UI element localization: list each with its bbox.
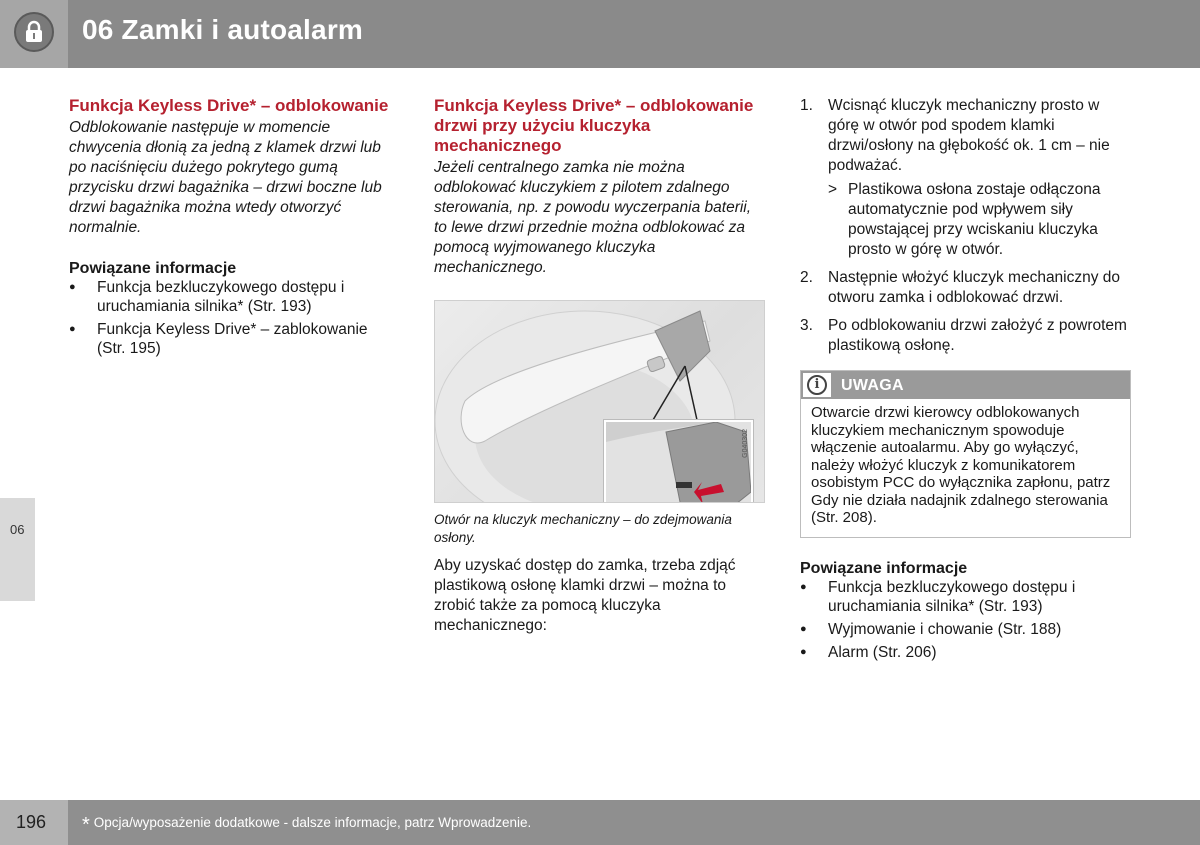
page-number-tab — [0, 800, 68, 845]
note-title: UWAGA — [841, 377, 904, 394]
step-item — [800, 316, 1132, 356]
related-link[interactable]: ● Alarm (Str. 206) — [800, 643, 1132, 662]
step-item — [800, 96, 1132, 260]
step-result — [828, 180, 1132, 260]
related-info-heading: Powiązane informacje — [69, 260, 237, 277]
step-number: 2. — [800, 269, 813, 286]
detail-inset — [604, 420, 753, 503]
inset-drawing — [606, 422, 753, 503]
step-number: 3. — [800, 317, 813, 334]
info-icon: i — [803, 373, 831, 397]
related-info-heading: Powiązane informacje — [800, 559, 968, 577]
section-heading-mechanical-key: Funkcja Keyless Drive* – odblokowanie drzwi przy użyciu kluczyka mechanicznego — [434, 96, 754, 155]
note-box — [800, 370, 1131, 538]
section-intro: Odblokowanie następuje w momencie chwycenia dłonią za jedną z klamek drzwi lub po naciśnięciu dużego pokrytego gumą przycisku drzwi bagażnika – drzwi boczne lub drzwi bagażnika można wtedy otworzyć normalnie. — [69, 119, 382, 236]
chapter-side-tab-label: 06 — [10, 522, 25, 537]
footnote — [82, 814, 531, 837]
footnote-star: * — [82, 814, 90, 836]
step-text: Po odblokowaniu drzwi założyć z powrotem plastikową osłonę. — [828, 317, 1127, 354]
procedure-steps — [800, 96, 1132, 356]
step-item — [800, 268, 1132, 308]
related-link[interactable]: ● Funkcja bezkluczykowego dostępu i uruchamiania silnika* (Str. 193) — [800, 578, 1132, 616]
step-text: Wcisnąć kluczyk mechaniczny prosto w górę w otwór pod spodem klamki drzwi/osłony na głębokość ok. 1 cm – nie podważać. — [828, 97, 1110, 174]
chapter-header — [0, 0, 1200, 68]
column-2 — [434, 96, 766, 636]
page-footer — [0, 800, 1200, 845]
section-heading-keyless-unlock: Funkcja Keyless Drive* – odblokowanie — [69, 96, 389, 115]
section-intro: Jeżeli centralnego zamka nie można odblokować kluczykiem z pilotem zdalnego sterowania, np. z powodu wyczerpania baterii, to lewe drzwi przednie można odblokować za pomocą wyjmowanego kluczyka mechanicznego. — [434, 159, 752, 276]
note-body: Otwarcie drzwi kierowcy odblokowanych kluczykiem mechanicznym spowoduje włączenie autoalarmu. Aby go wyłączyć, należy włożyć kluczyk z komunikatorem osobistym PCC do wyłącznika zapłonu, patrz Gdy nie działa nadajnik zdalnego sterowania (Str. 208). — [811, 404, 1111, 526]
related-link[interactable]: ● Funkcja bezkluczykowego dostępu i uruchamiania silnika* (Str. 193) — [69, 278, 399, 316]
column-1 — [69, 96, 399, 362]
body-paragraph: Aby uzyskać dostęp do zamka, trzeba zdjąć plastikową osłonę klamki drzwi – można to zrobić także za pomocą kluczyka mechanicznego: — [434, 557, 736, 634]
related-info-list — [69, 278, 399, 358]
figure-caption: Otwór na kluczyk mechaniczny – do zdejmowania osłony. — [434, 512, 732, 545]
step-number: 1. — [800, 97, 813, 114]
footnote-text: Opcja/wyposażenie dodatkowe - dalsze informacje, patrz Wprowadzenie. — [93, 815, 532, 830]
result-marker: > — [828, 181, 838, 198]
chapter-title: 06 Zamki i autoalarm — [82, 14, 364, 45]
page-number: 196 — [16, 812, 47, 832]
related-link[interactable]: ● Wyjmowanie i chowanie (Str. 188) — [800, 620, 1132, 639]
related-info-list — [800, 578, 1132, 662]
header-icon-tab — [0, 0, 68, 68]
column-3 — [800, 96, 1132, 666]
step-text: Następnie włożyć kluczyk mechaniczny do otworu zamka i odblokować drzwi. — [828, 269, 1121, 306]
figure-code: G040302 — [742, 429, 749, 458]
chapter-side-tab — [0, 498, 35, 601]
result-text: Plastikowa osłona zostaje odłączona automatycznie pod wpływem siły powstającej przy wciskaniu kluczyka prosto w górę w otwór. — [848, 181, 1101, 258]
lock-icon — [14, 12, 54, 52]
note-header — [801, 371, 1130, 399]
related-link[interactable]: ● Funkcja Keyless Drive* – zablokowanie (Str. 195) — [69, 320, 399, 358]
door-handle-illustration — [434, 300, 765, 503]
